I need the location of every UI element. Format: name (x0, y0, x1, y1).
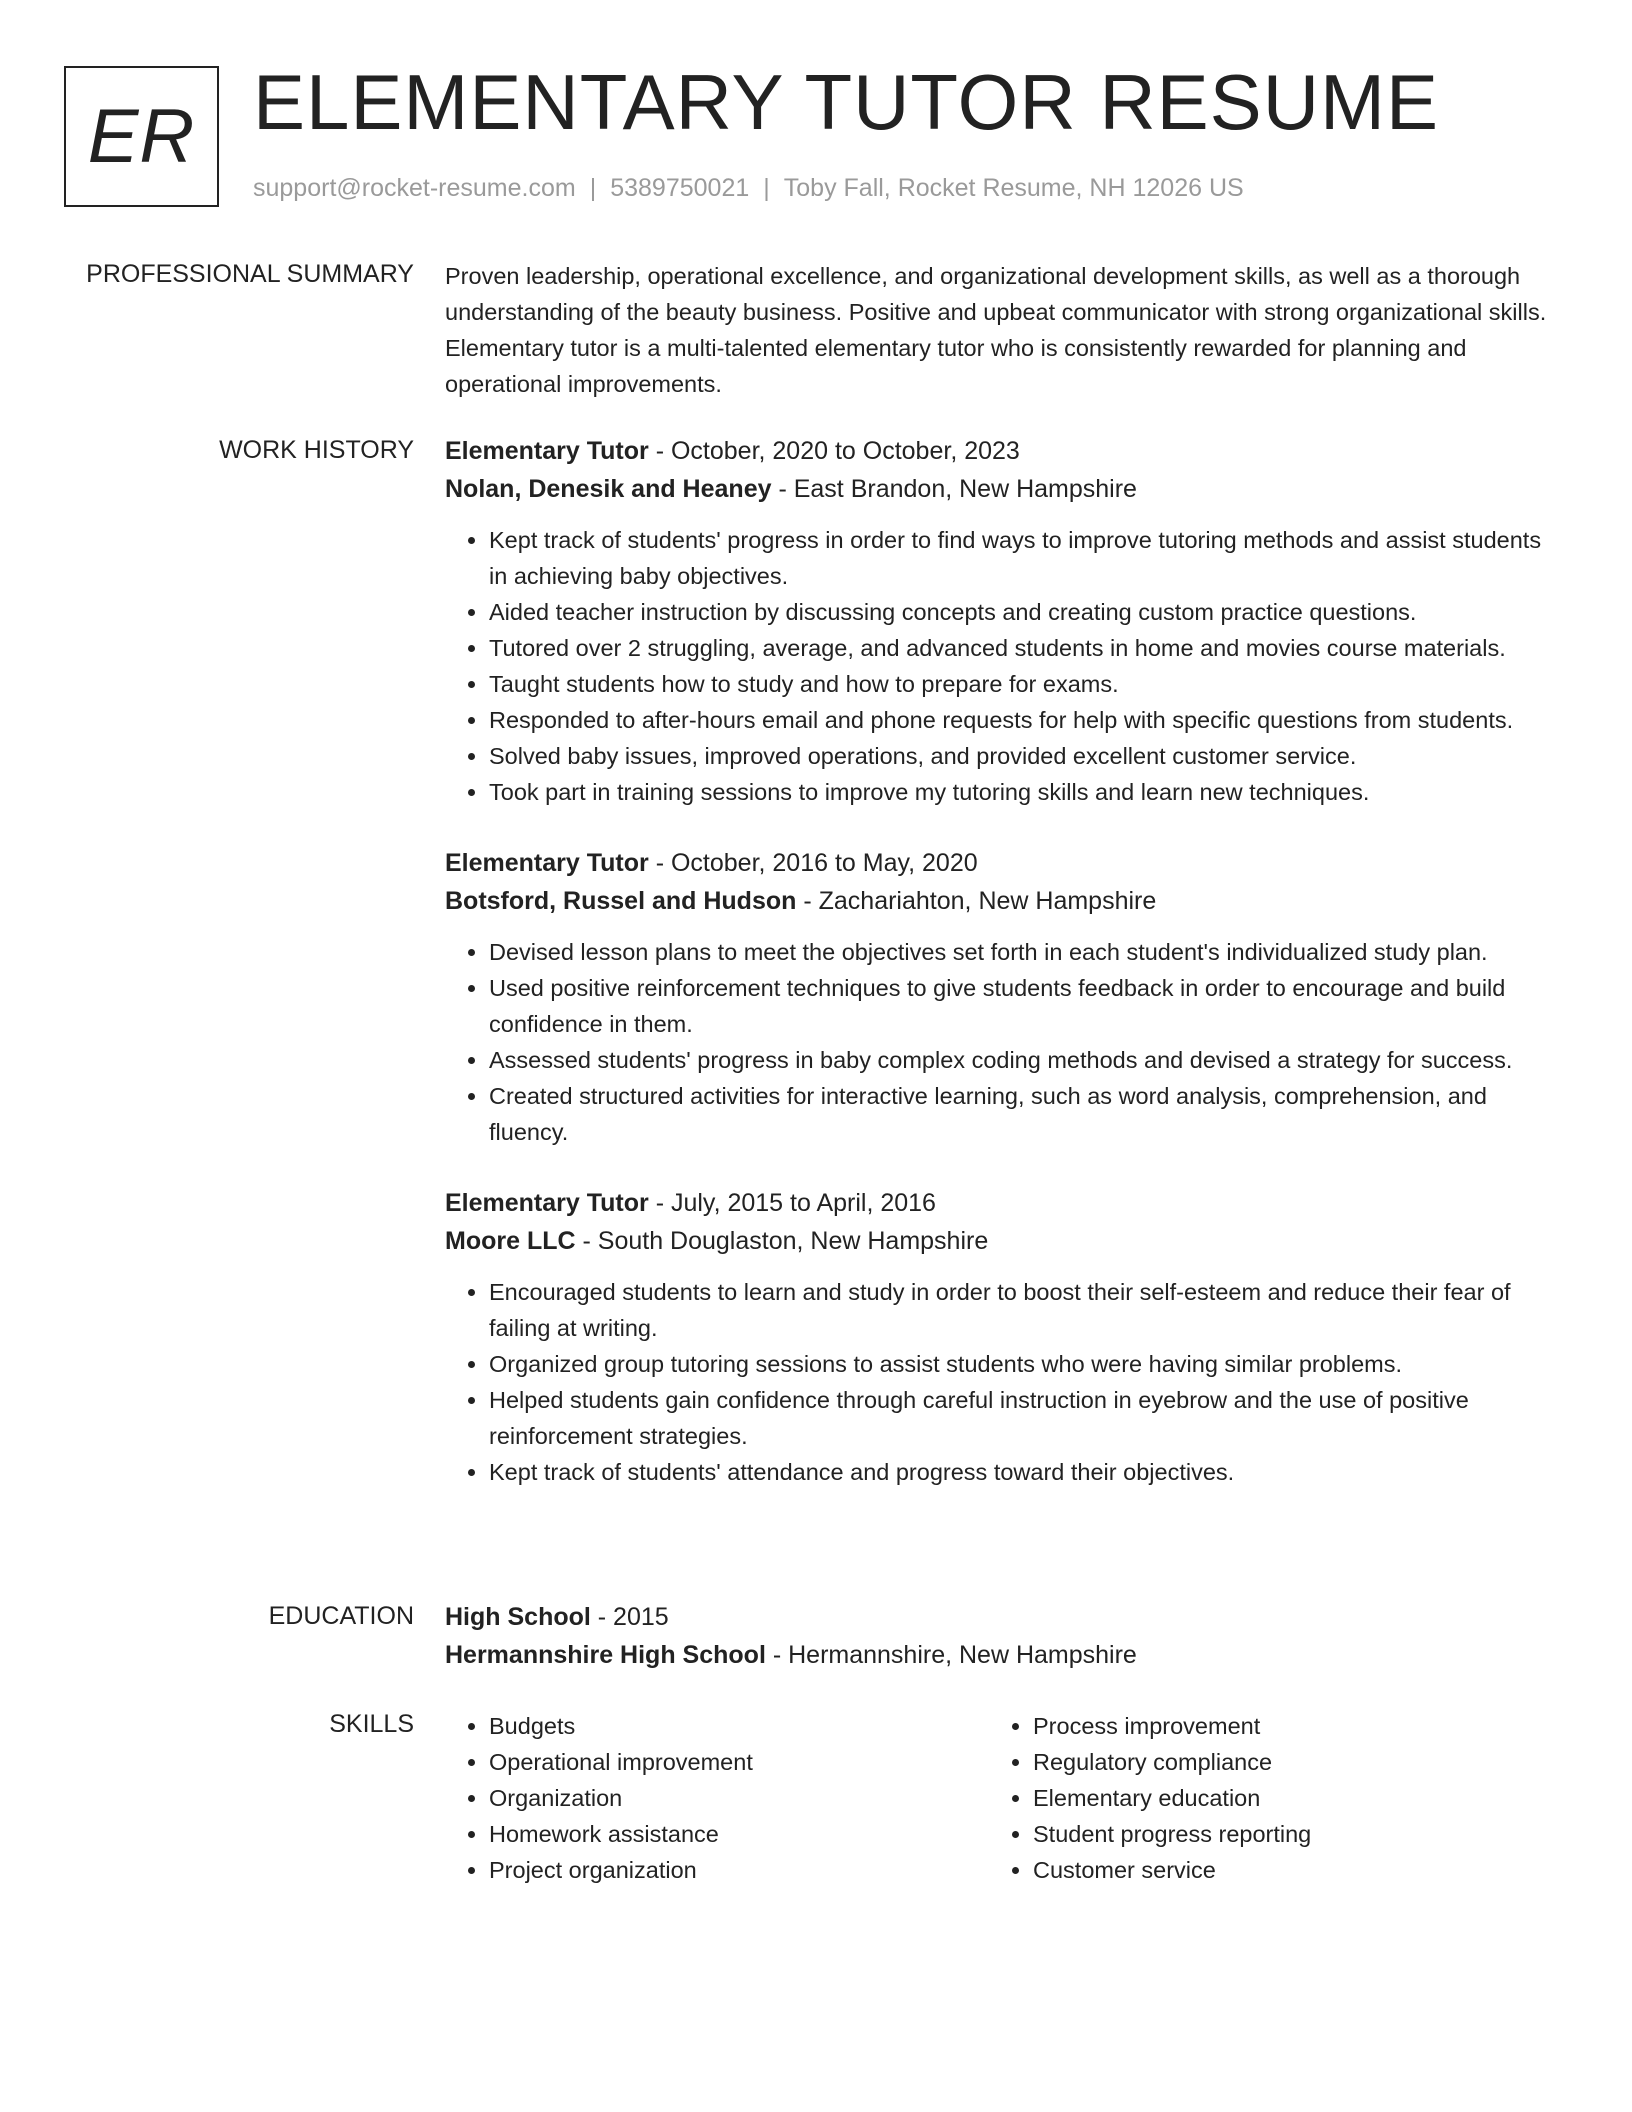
skills-column-1 (445, 1708, 989, 1888)
job-dates: - October, 2016 to May, 2020 (648, 849, 978, 877)
job-bullet: • Responded to after-hours email and phone requests for help with specific questions from students. (489, 702, 1555, 738)
job-title: Elementary Tutor (445, 1189, 649, 1217)
job-bullet: • Devised lesson plans to meet the objectives set forth in each student's individualized study plan. (489, 934, 1555, 970)
job-company-line (445, 882, 1555, 920)
skill-item: • Process improvement (1033, 1708, 1533, 1744)
education-school-line (445, 1636, 1555, 1674)
job-title: Elementary Tutor (445, 437, 649, 465)
job-bullet: • Solved baby issues, improved operations, and provided excellent customer service. (489, 738, 1555, 774)
skill-item: • Customer service (1033, 1852, 1533, 1888)
education-location: - Hermannshire, New Hampshire (765, 1641, 1137, 1669)
job-bullets (445, 522, 1555, 810)
jobs-list (445, 432, 1555, 1524)
job-company: Botsford, Russel and Hudson (445, 887, 797, 915)
job-bullet: • Took part in training sessions to improve my tutoring skills and learn new techniques. (489, 774, 1555, 810)
education-year: - 2015 (590, 1603, 669, 1631)
job-bullet: • Used positive reinforcement techniques to give students feedback in order to encourage and build confidence in them. (489, 970, 1555, 1042)
skill-item: • Homework assistance (489, 1816, 989, 1852)
education-school: Hermannshire High School (445, 1641, 766, 1669)
job-company: Moore LLC (445, 1227, 576, 1255)
monogram-logo (64, 66, 219, 207)
job-company: Nolan, Denesik and Heaney (445, 475, 772, 503)
job-bullets (445, 1274, 1555, 1490)
job-location: - East Brandon, New Hampshire (771, 475, 1137, 503)
resume-title: ELEMENTARY TUTOR RESUME (253, 58, 1440, 146)
contact-separator: | (589, 174, 597, 202)
skill-item: • Regulatory compliance (1033, 1744, 1533, 1780)
education-label: EDUCATION (268, 1602, 414, 1630)
job-bullet: • Assessed students' progress in baby complex coding methods and devised a strategy for success. (489, 1042, 1555, 1078)
contact-address: Toby Fall, Rocket Resume, NH 12026 US (783, 174, 1244, 202)
job-bullet: • Tutored over 2 struggling, average, and advanced students in home and movies course materials. (489, 630, 1555, 666)
skill-item: • Operational improvement (489, 1744, 989, 1780)
job-bullet: • Kept track of students' attendance and progress toward their objectives. (489, 1454, 1555, 1490)
job-bullets (445, 934, 1555, 1150)
monogram-text: ER (87, 94, 196, 179)
skill-item: • Project organization (489, 1852, 989, 1888)
job-bullet: • Kept track of students' progress in order to find ways to improve tutoring methods and assist students in achieving baby objectives. (489, 522, 1555, 594)
job-dates: - October, 2020 to October, 2023 (648, 437, 1020, 465)
skill-item: • Student progress reporting (1033, 1816, 1533, 1852)
skills-label: SKILLS (329, 1710, 414, 1738)
contact-line (253, 174, 1244, 203)
skills-column-2 (989, 1708, 1533, 1888)
contact-phone: 5389750021 (610, 174, 750, 202)
skill-item: • Organization (489, 1780, 989, 1816)
job-location: - South Douglaston, New Hampshire (575, 1227, 989, 1255)
job-bullet: • Created structured activities for interactive learning, such as word analysis, comprehension, and fluency. (489, 1078, 1555, 1150)
summary-label: PROFESSIONAL SUMMARY (86, 260, 414, 288)
skill-item: • Elementary education (1033, 1780, 1533, 1816)
job-bullet: • Organized group tutoring sessions to assist students who were having similar problems. (489, 1346, 1555, 1382)
job-entry (445, 1184, 1555, 1490)
job-bullet: • Aided teacher instruction by discussing concepts and creating custom practice questions. (489, 594, 1555, 630)
job-company-line (445, 470, 1555, 508)
summary-text: Proven leadership, operational excellence, and organizational development skills, as well as a thorough understanding of the beauty business. Positive and upbeat communicator with strong organizational skills. Elementary tutor is a multi-talented elementary tutor who is consistently rewarded for planning and operational improvements. (445, 263, 1547, 397)
contact-email: support@rocket-resume.com (253, 174, 576, 202)
skill-item: • Budgets (489, 1708, 989, 1744)
education-degree: High School (445, 1603, 591, 1631)
education-degree-line (445, 1598, 1555, 1636)
job-bullet: • Encouraged students to learn and study in order to boost their self-esteem and reduce their fear of failing at writing. (489, 1274, 1555, 1346)
work-history-label: WORK HISTORY (219, 436, 414, 464)
job-title-line (445, 1184, 1555, 1222)
contact-separator: | (763, 174, 770, 202)
job-title: Elementary Tutor (445, 849, 649, 877)
job-dates: - July, 2015 to April, 2016 (648, 1189, 936, 1217)
job-location: - Zachariahton, New Hampshire (796, 887, 1157, 915)
job-entry (445, 844, 1555, 1150)
job-bullet: • Taught students how to study and how to prepare for exams. (489, 666, 1555, 702)
job-title-line (445, 432, 1555, 470)
job-entry (445, 432, 1555, 810)
job-bullet: • Helped students gain confidence through careful instruction in eyebrow and the use of positive reinforcement strategies. (489, 1382, 1555, 1454)
job-title-line (445, 844, 1555, 882)
job-company-line (445, 1222, 1555, 1260)
